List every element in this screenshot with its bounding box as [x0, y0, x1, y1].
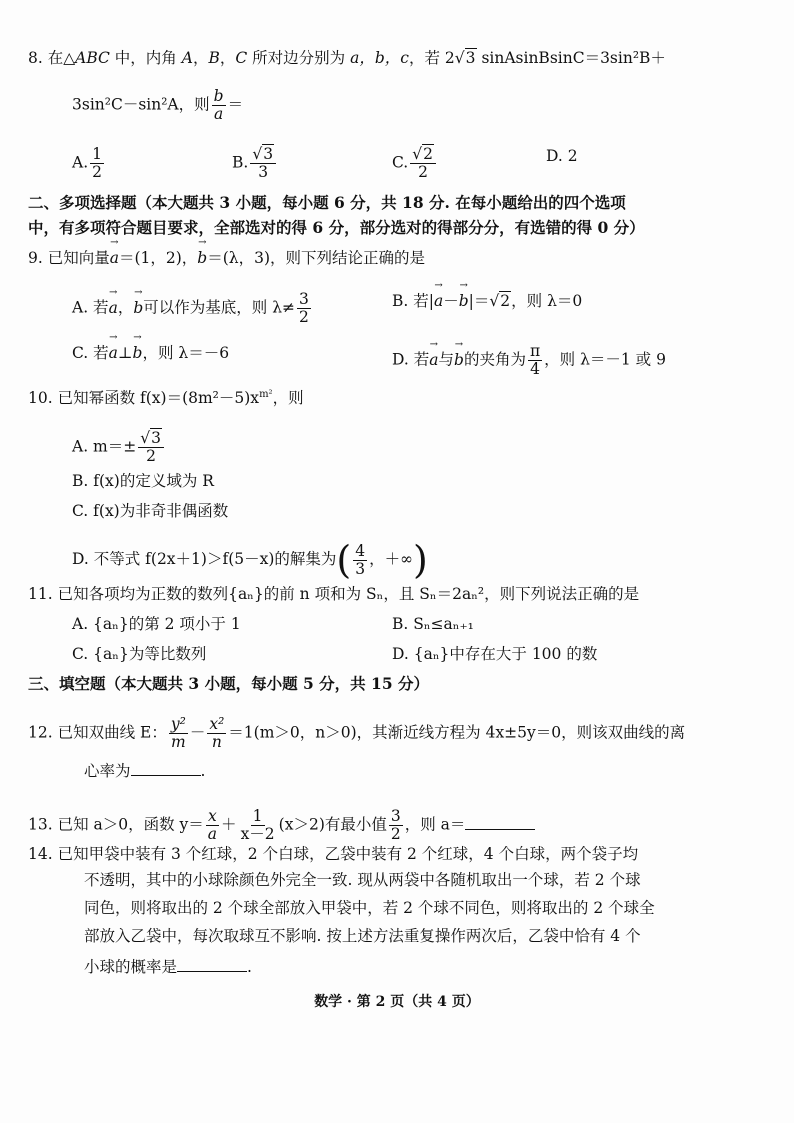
q11-option-d: D. {aₙ}中存在大于 100 的数 — [392, 645, 598, 663]
q10-option-a: A. m＝± $\frac{√3}{2}$ — [72, 430, 166, 465]
q8-stem-line1: 8. 在△ABC 中，内角 A，B，C 所对边分别为 a，b，c，若 2√3 sinAsinBsinC＝3sin²B＋ — [28, 49, 666, 67]
q14-line3: 同色，则将取出的 2 个球全部放入甲袋中，若 2 个球不同色，则将取出的 2 个球全 — [84, 899, 655, 917]
section-2-header-line2: 中，有多项符合题目要求，全部选对的得 6 分，部分选对的得部分分，有选错的得 0 分） — [28, 218, 645, 237]
section-3-header: 三、填空题（本大题共 3 小题，每小题 5 分，共 15 分） — [28, 674, 430, 693]
q9-option-b: B. 若|→ a－→ b|＝√2，则 λ＝0 — [392, 291, 582, 311]
vector-b: → b — [197, 248, 207, 268]
q12-answer-line: 心率为 . — [84, 762, 206, 780]
q8-text: 所对边分别为 — [247, 49, 351, 67]
q14-line2: 不透明，其中的小球除颜色外完全一致. 现从两袋中各随机取出一个球，若 2 个球 — [84, 871, 641, 889]
q14-line1: 14. 已知甲袋中装有 3 个红球，2 个白球，乙袋中装有 2 个红球，4 个白球，两个袋子均 — [28, 845, 639, 863]
q10-option-b: B. f(x)的定义域为 R — [72, 472, 214, 490]
answer-blank[interactable] — [177, 957, 247, 972]
section-2-header-line1: 二、多项选择题（本大题共 3 小题，每小题 6 分，共 18 分. 在每小题给出的四个选项 — [28, 193, 626, 212]
q8-option-a: A. $\frac{1}{2}$ — [72, 145, 102, 181]
q8-fraction: $\frac{b}{a}$ — [213, 87, 224, 123]
q8-text: 8. 在△ — [28, 49, 76, 67]
q9-option-a: A. 若→ a，→ b可以作为基底，则 λ≠ $\frac{3}{2}$ — [72, 291, 313, 326]
q8-text: 3sin²C－sin²A，则 — [72, 95, 210, 114]
q10-option-c: C. f(x)为非奇非偶函数 — [72, 502, 229, 520]
q8-text: 中，内角 — [109, 49, 182, 67]
q8-text: ＝ — [227, 95, 244, 114]
q10-option-d: D. 不等式 f(2x＋1)＞f(5－x)的解集为( $\frac{4}{3}$ ，＋∞) — [72, 538, 428, 582]
q9-stem: 9. 已知向量→ a＝(1，2)，→ b＝(λ，3)，则下列结论正确的是 — [28, 248, 425, 268]
q12-stem: 12. 已知双曲线 E： $\frac{\text{y²}}{m}$ － $\frac{\text{x²}}{n}$ ＝1(m＞0，n＞0)，其渐近线方程为 4x±5y＝0，则该双曲线的离 — [28, 715, 686, 751]
q8-option-c: C. $\frac{√2}{2}$ — [392, 146, 438, 181]
q9-option-d: D. 若→ a与→ b的夹角为 $\frac{\pi}{4}$ ，则 λ＝－1 或 9 — [392, 343, 666, 378]
q9-option-c: C. 若→ a⊥→ b，则 λ＝－6 — [72, 343, 229, 363]
q8-triangle: ABC — [75, 49, 110, 67]
q11-option-c: C. {aₙ}为等比数列 — [72, 645, 207, 663]
answer-blank[interactable] — [465, 815, 535, 830]
q14-line4: 部放入乙袋中，每次取球互不影响. 按上述方法重复操作两次后，乙袋中恰有 4 个 — [84, 927, 641, 945]
q11-option-b: B. Sₙ≤aₙ₊₁ — [392, 615, 474, 633]
q10-stem: 10. 已知幂函数 $f(x)=(8m^2-5)x^{m^2}$，则 — [28, 389, 304, 408]
q13-stem: 13. 已知 a＞0，函数 y＝ $\frac{x}{a}$ ＋ $\frac{1}{x-2}$ (x＞2)有最小值 $\frac{3}{2}$ ，则 a＝ — [28, 808, 535, 843]
q14-line5: 小球的概率是 . — [84, 958, 252, 976]
q8-angle-b: B — [208, 49, 220, 67]
q8-option-b: B. $\frac{√3}{3}$ — [232, 146, 278, 181]
q8-angle-c: C — [235, 49, 248, 67]
vector-a: → a — [110, 248, 119, 268]
q8-angle-a: A — [181, 49, 193, 67]
page-footer: 数学 · 第 2 页（共 4 页） — [314, 994, 480, 1010]
q8-stem-line2 — [72, 88, 243, 123]
q8-option-d: D. 2 — [546, 147, 578, 165]
q8-sides: a，b，c — [350, 49, 409, 67]
answer-blank[interactable] — [131, 761, 201, 776]
q8-sqrt: 3 — [465, 49, 476, 67]
q8-equation: sinAsinBsinC＝3sin²B＋ — [476, 49, 666, 67]
q11-stem: 11. 已知各项均为正数的数列{aₙ}的前 n 项和为 Sₙ，且 Sₙ＝2aₙ²，则下列说法正确的是 — [28, 585, 640, 603]
q11-option-a: A. {aₙ}的第 2 项小于 1 — [72, 615, 241, 633]
q8-text: ，若 2 — [408, 49, 455, 67]
